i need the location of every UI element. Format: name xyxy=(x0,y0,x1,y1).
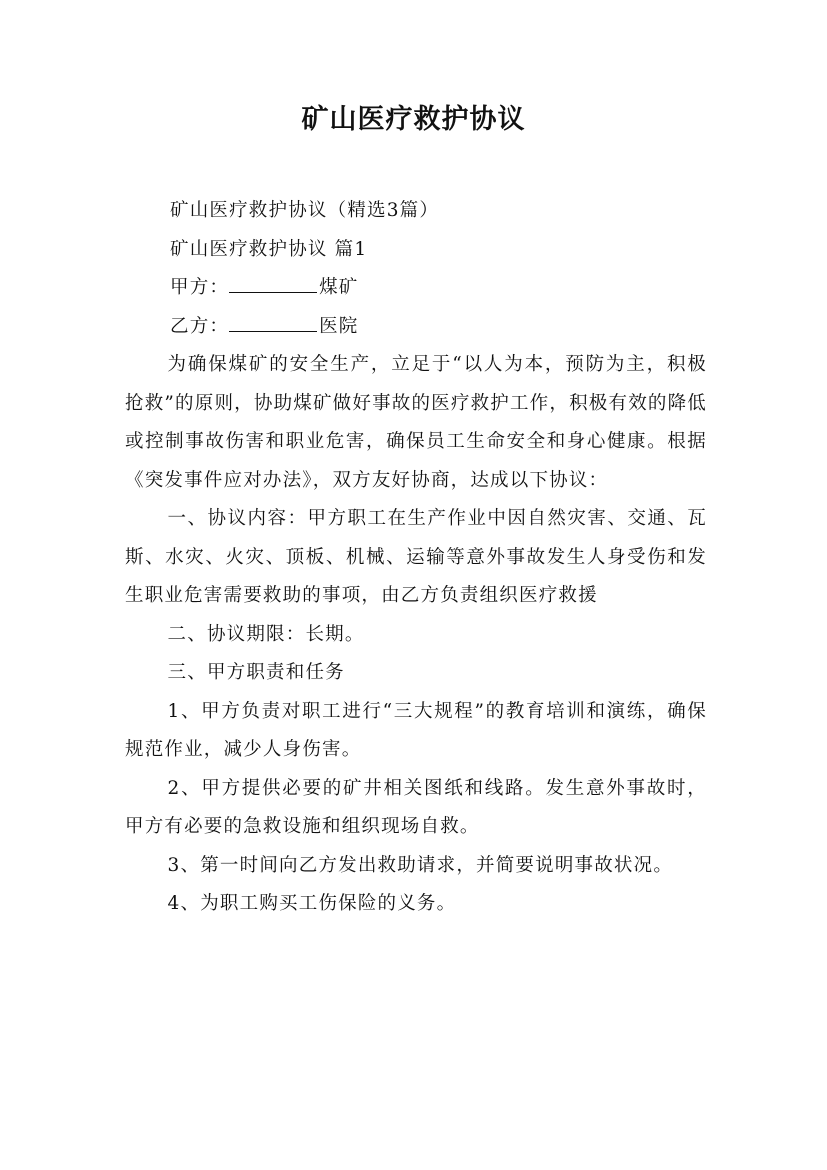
party-a-suffix: 煤矿 xyxy=(319,277,359,298)
paragraph-purpose: 为确保煤矿的安全生产，立足于“以人为本，预防为主，积极抢救”的原则，协助煤矿做好事故的医疗救护工作，积极有效的降低或控制事故伤害和职业危害，确保员工生命安全和身心健康。根据《突发事件应对办法》，双方友好协商，达成以下协议： xyxy=(125,354,707,491)
document-body xyxy=(125,192,707,924)
paragraph-party-a-duties-heading: 三、甲方职责和任务 xyxy=(167,662,345,683)
paragraph-duty-4: 4、为职工购买工伤保险的义务。 xyxy=(167,893,457,914)
subtitle: 矿山医疗救护协议（精选3篇） xyxy=(170,200,440,221)
party-b-line xyxy=(125,308,707,347)
paragraph-duty-2: 2、甲方提供必要的矿井相关图纸和线路。发生意外事故时，甲方有必要的急救设施和组织现场自救。 xyxy=(125,777,707,837)
party-a-line xyxy=(125,269,707,308)
paragraph-content: 一、协议内容：甲方职工在生产作业中因自然灾害、交通、瓦斯、水灾、火灾、顶板、机械、运输等意外事故发生人身受伤和发生职业危害需要救助的事项，由乙方负责组织医疗救援 xyxy=(125,508,707,606)
party-a-blank xyxy=(229,274,317,293)
party-b-label: 乙方： xyxy=(170,315,230,337)
party-b-suffix: 医院 xyxy=(319,315,359,337)
party-b-blank xyxy=(229,313,317,332)
chapter-heading: 矿山医疗救护协议 篇1 xyxy=(170,238,368,260)
paragraph-duty-1: 1、甲方负责对职工进行“三大规程”的教育培训和演练，确保规范作业，减少人身伤害。 xyxy=(125,700,707,760)
paragraph-duty-3: 3、第一时间向乙方发出救助请求，并简要说明事故状况。 xyxy=(167,854,674,876)
paragraph-term: 二、协议期限：长期。 xyxy=(167,623,365,645)
party-a-label: 甲方： xyxy=(170,277,230,298)
document-title: 矿山医疗救护协议 xyxy=(301,104,526,135)
